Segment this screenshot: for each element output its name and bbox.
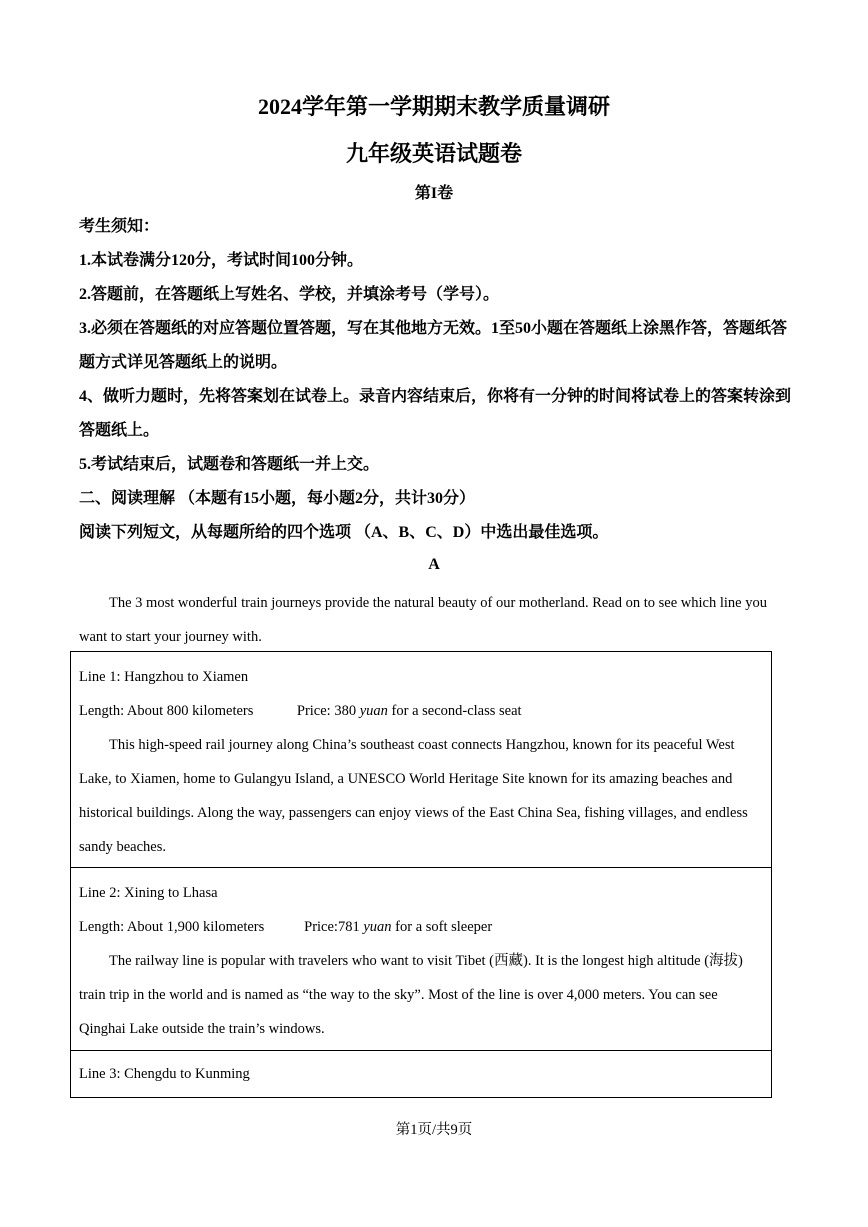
train-lines-table: [70, 651, 772, 1098]
exam-subtitle: 九年级英语试题卷: [345, 141, 522, 166]
line-2-price-suffix: for a soft sleeper: [391, 919, 493, 935]
section-instruction: 阅读下列短文，从每题所给的四个选项 （A、B、C、D）中选出最佳选项。: [79, 524, 609, 541]
notes-heading: 考生须知：: [79, 218, 160, 235]
exam-title: 2024学年第一学期期末教学质量调研: [257, 94, 610, 119]
line-2-description: The railway line is popular with travelers who want to visit Tibet (西藏). It is the longest high altitude (海拔) train trip in the world and is named as “the way to the sky”. Most of the line is over 4,000 meters. You can see Qinghai Lake outside the train’s windows.: [79, 953, 743, 1037]
line-2-length: Length: About 1,900 kilometers: [79, 919, 265, 935]
passage-intro: The 3 most wonderful train journeys provide the natural beauty of our motherland. Read on to see which line you want to start your journey with.: [79, 595, 767, 645]
line-1-length: Length: About 800 kilometers: [79, 703, 254, 719]
line-2-title: Line 2: Xining to Lhasa: [79, 885, 218, 901]
notes-item-4: 4、做听力题时，先将答案划在试卷上。录音内容结束后，你将有一分钟的时间将试卷上的答案转涂到答题纸上。: [79, 388, 792, 439]
passage-letter: A: [428, 556, 440, 573]
line-1-title: Line 1: Hangzhou to Xiamen: [79, 669, 249, 685]
line-2-price-unit: yuan: [363, 919, 392, 935]
volume-label: 第I卷: [414, 185, 454, 202]
notes-item-2: 2.答题前，在答题纸上写姓名、学校，并填涂考号（学号）。: [79, 286, 500, 303]
section-heading: 二、阅读理解 （本题有15小题，每小题2分，共计30分）: [79, 490, 476, 507]
line-1-description: This high-speed rail journey along China’s southeast coast connects Hangzhou, known for its peaceful West Lake, to Xiamen, home to Gulangyu Island, a UNESCO World Heritage Site known for its amazing beaches and historical buildings. Along the way, passengers can enjoy views of the East China Sea, fishing villages, and endless sandy beaches.: [79, 737, 748, 855]
line-2-meta: [79, 910, 763, 944]
line-2-price-prefix: Price:781: [304, 919, 364, 935]
line-1-price-unit: yuan: [359, 703, 388, 719]
exam-notes: [79, 210, 794, 550]
notes-item-3: 3.必须在答题纸的对应答题位置答题，写在其他地方无效。1至50小题在答题纸上涂黑作答，答题纸答题方式详见答题纸上的说明。: [79, 320, 788, 371]
line-1-price-prefix: Price: 380: [296, 703, 360, 719]
line-1-price-suffix: for a second-class seat: [387, 703, 522, 719]
line-3-title: Line 3: Chengdu to Kunming: [79, 1066, 250, 1082]
line-1-meta: [79, 694, 763, 728]
line-1-cell: [71, 652, 771, 868]
line-3-cell: [71, 1051, 771, 1097]
page-number: 第1页/共9页: [395, 1122, 473, 1138]
line-2-cell: [71, 868, 771, 1051]
notes-item-5: 5.考试结束后，试题卷和答题纸一并上交。: [79, 456, 380, 473]
notes-item-1: 1.本试卷满分120分，考试时间100分钟。: [79, 252, 364, 269]
